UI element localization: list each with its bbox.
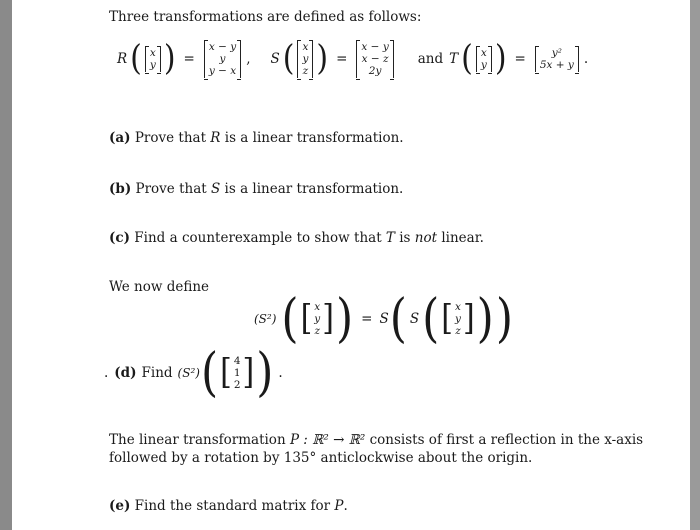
equals-sign: = (361, 311, 373, 327)
equals-sign: = (336, 51, 348, 67)
vector-entry: x (149, 47, 156, 59)
vector-entry: x − y (208, 41, 237, 53)
part-d-symbol: (S²) (177, 366, 200, 380)
part-d-prefix: . (104, 365, 109, 381)
right-edge-bar (690, 0, 700, 530)
close-paren: ] (242, 352, 255, 393)
t-close-paren: ) (494, 38, 507, 79)
s2-lhs: (S²) (254, 312, 277, 326)
part-a-symbol: R (210, 130, 221, 146)
part-a-label: (a) (109, 130, 131, 146)
part-e-symbol: P (334, 498, 344, 514)
vector-entry: z (302, 65, 309, 77)
s-open-paren: ( (282, 38, 295, 79)
equals-sign: = (183, 51, 195, 67)
p-mapping: P : ℝ² → ℝ² (289, 432, 366, 448)
vector-entry: y (219, 53, 226, 65)
part-c-mid: is (399, 230, 411, 246)
question-page (12, 0, 690, 530)
close-paren: ) (335, 287, 354, 349)
part-c (109, 230, 484, 246)
part-e-label: (e) (109, 498, 131, 514)
vector-entry: z (455, 325, 461, 337)
vector-entry: y (149, 59, 156, 71)
intro-text: Three transformations are defined as follows: (109, 9, 422, 25)
vector-entry: 1 (233, 367, 241, 379)
s2-outer-s: S (379, 311, 389, 327)
r-output-vector (204, 40, 241, 78)
vector-entry: y (480, 59, 487, 71)
part-d (104, 341, 283, 403)
open-paren: ( (200, 341, 219, 403)
open-paren: [ (300, 298, 313, 339)
part-b-symbol: S (210, 181, 221, 197)
linear-text-2: consists of first a reflection in the x-axis (369, 432, 644, 448)
close-paren: ) (256, 341, 274, 403)
linear-paragraph-line-1 (109, 432, 643, 448)
r-symbol: R (117, 51, 128, 67)
define-text: We now define (109, 279, 210, 295)
vector-entry: 2y (368, 65, 382, 77)
r-open-paren: ( (130, 38, 142, 79)
s-symbol: S (270, 51, 280, 67)
part-d-text: Find (141, 365, 173, 381)
part-e-suffix: . (343, 498, 348, 514)
s-close-paren: ) (316, 38, 329, 79)
part-a-text-after: is a linear transformation. (224, 130, 404, 146)
vector-entry: z (314, 325, 321, 337)
vector-entry: x (455, 301, 461, 313)
vector-entry: 4 (233, 355, 241, 367)
vector-entry: x − z (361, 53, 389, 65)
vector-entry: x (314, 301, 321, 313)
part-b-label: (b) (109, 181, 132, 197)
open-paren: [ (220, 352, 232, 393)
part-e (109, 498, 348, 514)
linear-text-1: The linear transformation (109, 432, 286, 448)
s-output-vector (356, 40, 393, 78)
close-paren: ) (495, 287, 513, 349)
part-a (109, 130, 404, 146)
period: . (583, 51, 589, 67)
part-d-vector (234, 355, 241, 391)
vector-entry: x − y (361, 41, 389, 53)
part-c-label: (c) (109, 230, 130, 246)
equals-sign: = (514, 51, 526, 67)
t-output-vector (535, 46, 579, 72)
vector-entry: y (314, 313, 321, 325)
left-edge-bar (0, 0, 12, 530)
definitions-row (117, 34, 588, 84)
vector-entry: 5x + y (539, 59, 574, 71)
part-a-text-before: Prove that (134, 130, 206, 146)
vector-entry: x (302, 41, 309, 53)
r-input-vector (145, 46, 161, 72)
part-d-suffix: . (278, 365, 283, 381)
close-paren: ) (476, 287, 494, 349)
linear-paragraph-line-2: followed by a rotation by 135° anticlockwise about the origin. (109, 450, 533, 466)
part-b-text-after: is a linear transformation. (224, 181, 404, 197)
part-c-text-after: linear. (441, 230, 484, 246)
open-paren: ( (422, 287, 440, 349)
part-b-text-before: Prove that (135, 181, 207, 197)
t-open-paren: ( (461, 38, 473, 79)
vector-entry: y − x (208, 65, 237, 77)
vector-entry: y² (551, 47, 562, 59)
part-c-emphasis: not (414, 230, 438, 246)
t-symbol: T (449, 51, 459, 67)
s2-rhs-vector (455, 301, 461, 337)
vector-entry: x (480, 47, 487, 59)
close-paren: ] (462, 298, 475, 339)
s2-inner-s: S (409, 311, 420, 327)
part-c-symbol: T (385, 230, 395, 246)
vector-entry: y (455, 313, 461, 325)
part-d-label: (d) (114, 365, 137, 381)
s-input-vector (297, 40, 313, 78)
comma: , (246, 51, 251, 67)
vector-entry: 2 (233, 379, 241, 391)
part-b (109, 181, 403, 197)
open-paren: ( (389, 287, 407, 349)
r-close-paren: ) (163, 38, 176, 79)
part-e-text-before: Find the standard matrix for (134, 498, 331, 514)
open-paren: [ (441, 298, 453, 339)
t-input-vector (476, 46, 492, 72)
and-word: and (417, 51, 444, 67)
close-paren: ] (322, 298, 334, 339)
part-c-text-before: Find a counterexample to show that (134, 230, 382, 246)
s2-input-vector (314, 301, 320, 337)
vector-entry: y (302, 53, 309, 65)
s2-definition-row (254, 287, 514, 349)
open-paren: ( (281, 287, 299, 349)
